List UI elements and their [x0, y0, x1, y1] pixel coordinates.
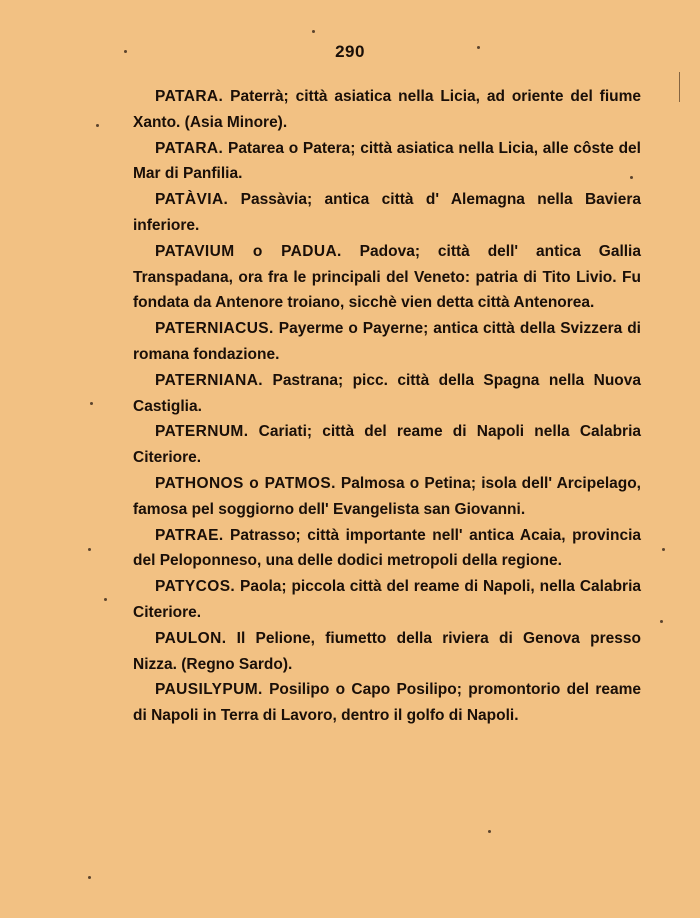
entry-headword: PATRAE. [155, 526, 224, 544]
entry-paulon [133, 626, 641, 678]
entry-headword: PATERNIANA. [155, 371, 264, 389]
entry-text: Padova; città dell' antica Gallia Transpadana, ora fra le principali del Veneto: patria di Tito Livio. Fu fondata da Antenore troiano, sicchè vien detta città Antenorea. [133, 242, 641, 312]
page-edge-mark [679, 72, 681, 102]
entry-patycos [133, 574, 641, 626]
entry-text: Patarea o Patera; città asiatica nella Licia, alle côste del Mar di Panfilia. [133, 139, 641, 183]
scan-speck [88, 876, 91, 879]
entry-headword: PAULON. [155, 629, 227, 647]
entry-text: Paola; piccola città del reame di Napoli, nella Calabria Citeriore. [133, 578, 641, 621]
entry-text: Pastrana; picc. città della Spagna nella Nuova Castiglia. [133, 371, 641, 415]
entry-text: Palmosa o Petina; isola dell' Arcipelago, famosa pel soggiorno dell' Evangelista san Giovanni. [133, 474, 641, 518]
scan-speck [88, 548, 91, 551]
scan-speck [477, 46, 480, 49]
scan-speck [630, 176, 633, 179]
dictionary-entries [133, 84, 641, 729]
scan-speck [662, 548, 665, 551]
entry-headword: PAUSILYPUM. [155, 681, 263, 699]
entry-headword: PATYCOS. [155, 578, 236, 596]
scan-speck [90, 402, 93, 405]
scan-speck [660, 620, 663, 623]
entry-paterniana [133, 368, 641, 420]
entry-text: Patrasso; città importante nell' antica Acaia, provincia del Peloponneso, una delle dodici metropoli della regione. [133, 526, 641, 570]
entry-patavium [133, 239, 641, 316]
entry-patavia [133, 187, 641, 239]
entry-headword: PATERNIACUS. [155, 320, 274, 338]
entry-text: Posilipo o Capo Posilipo; promontorio del reame di Napoli in Terra di Lavoro, dentro il golfo di Napoli. [133, 681, 641, 725]
page-number: 290 [335, 42, 365, 61]
scan-speck [96, 124, 99, 127]
entry-paterniacus [133, 316, 641, 368]
entry-headword: PATAVIUM o PADUA. [155, 242, 342, 260]
entry-text: Payerme o Payerne; antica città della Svizzera di romana fondazione. [133, 320, 641, 363]
entry-headword: PATARA. [155, 139, 224, 157]
entry-pathonos [133, 471, 641, 523]
entry-text: Cariati; città del reame di Napoli nella Calabria Citeriore. [133, 423, 641, 467]
scan-speck [104, 598, 107, 601]
entry-pausilypum [133, 677, 641, 729]
entry-text: Paterrà; città asiatica nella Licia, ad oriente del fiume Xanto. (Asia Minore). [133, 88, 641, 131]
scan-speck [124, 50, 127, 53]
entry-patara-2 [133, 136, 641, 188]
entry-text: Il Pelione, fiumetto della riviera di Genova presso Nizza. (Regno Sardo). [133, 629, 641, 673]
entry-patrae [133, 523, 641, 575]
entry-paternum [133, 419, 641, 471]
entry-headword: PATARA. [155, 88, 224, 105]
entry-headword: PATERNUM. [155, 423, 249, 441]
scan-speck [312, 30, 315, 33]
entry-patara-1 [133, 84, 641, 136]
entry-headword: PATHONOS o PATMOS. [155, 474, 336, 492]
scan-speck [488, 830, 491, 833]
entry-headword: PATÀVIA. [155, 191, 229, 209]
entry-text: Passàvia; antica città d' Alemagna nella Baviera inferiore. [133, 191, 641, 234]
